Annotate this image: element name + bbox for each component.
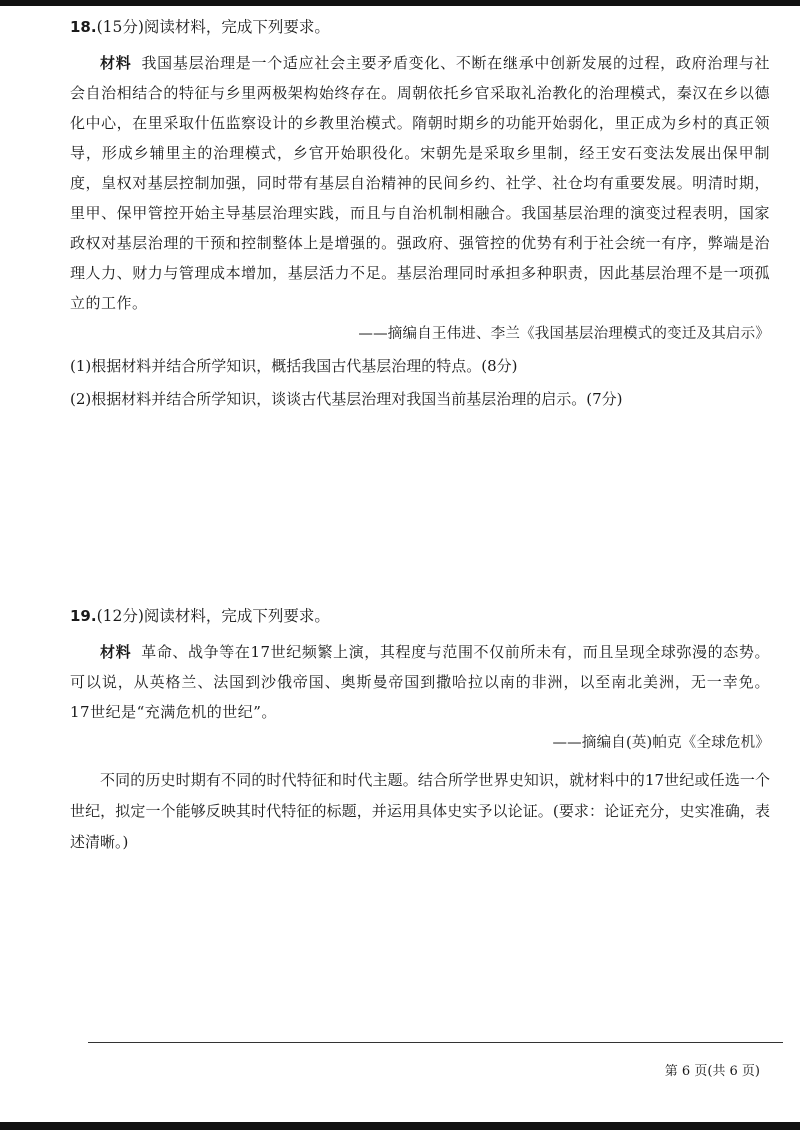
material-label: 材料 xyxy=(100,643,132,661)
sub-question-2: (2)根据材料并结合所学知识，谈谈古代基层治理对我国当前基层治理的启示。(7分) xyxy=(70,390,623,408)
footer-divider xyxy=(88,1042,783,1043)
question-18-header xyxy=(70,14,770,40)
question-19-number: 19. xyxy=(70,607,97,625)
material-label: 材料 xyxy=(100,54,132,72)
sub-question-1: (1)根据材料并结合所学知识，概括我国古代基层治理的特点。(8分) xyxy=(70,357,518,375)
question-19-task: 不同的历史时期有不同的时代特征和时代主题。结合所学世界史知识，就材料中的17世纪或任选一个世纪，拟定一个能够反映其时代特征的标题，并运用具体史实予以论证。(要求：论证充分，史实准确，表述清晰。) xyxy=(70,771,770,851)
question-19-instruction: (12分)阅读材料，完成下列要求。 xyxy=(96,607,330,625)
bottom-border xyxy=(0,1122,800,1130)
material-source: ——摘编自(英)帕克《全球危机》 xyxy=(552,735,770,751)
question-18-instruction: (15分)阅读材料，完成下列要求。 xyxy=(96,18,330,36)
material-source: ——摘编自王伟进、李兰《我国基层治理模式的变迁及其启示》 xyxy=(358,326,770,342)
material-text: 我国基层治理是一个适应社会主要矛盾变化、不断在继承中创新发展的过程，政府治理与社会自治相结合的特征与乡里两极架构始终存在。周朝依托乡官采取礼治教化的治理模式，秦汉在乡以德化中心，在里采取什伍监察设计的乡教里治模式。隋朝时期乡的功能开始弱化，里正成为乡村的真正领导，形成乡辅里主的治理模式，乡官开始职役化。宋朝先是采取乡里制，经王安石变法发展出保甲制度，皇权对基层控制加强，同时带有基层自治精神的民间乡约、社学、社仓均有重要发展。明清时期，里甲、保甲管控开始主导基层治理实践，而且与自治机制相融合。我国基层治理的演变过程表明，国家政权对基层治理的干预和控制整体上是增强的。强政府、强管控的优势有利于社会统一有序，弊端是治理人力、财力与管理成本增加，基层活力不足。基层治理同时承担多种职责，因此基层治理不是一项孤立的工作。 xyxy=(70,54,770,312)
question-19-header xyxy=(70,603,770,629)
page-number: 第 6 页(共 6 页) xyxy=(664,1064,760,1079)
question-19 xyxy=(70,603,770,858)
question-18-number: 18. xyxy=(70,18,97,36)
material-text: 革命、战争等在17世纪频繁上演，其程度与范围不仅前所未有，而且呈现全球弥漫的态势。可以说，从英格兰、法国到沙俄帝国、奥斯曼帝国到撒哈拉以南的非洲，以至南北美洲，无一幸免。17世纪是“充满危机的世纪”。 xyxy=(70,643,770,721)
question-19-material xyxy=(70,637,770,727)
question-18 xyxy=(70,14,770,414)
top-border xyxy=(0,0,800,6)
question-18-material xyxy=(70,48,770,318)
